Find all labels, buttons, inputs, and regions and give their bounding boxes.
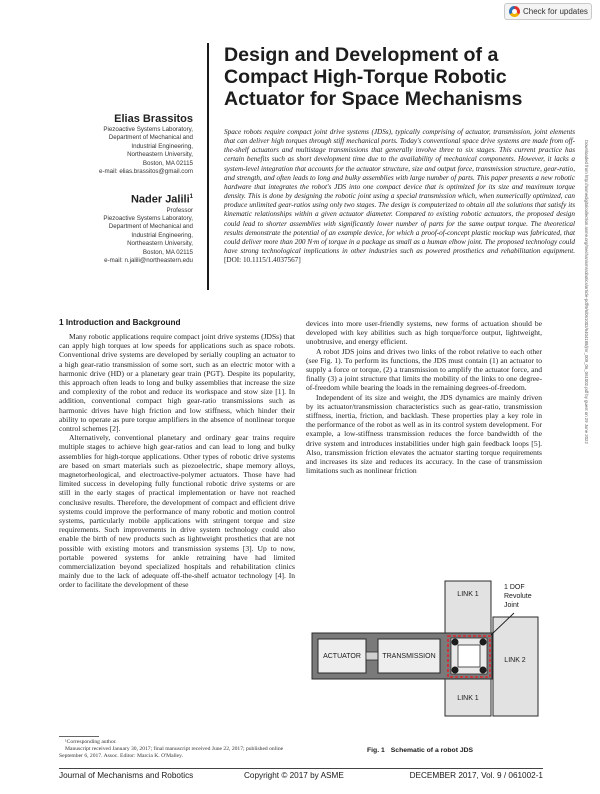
- affiliation-line: Northeastern University,: [127, 151, 193, 159]
- author-affiliation: [43, 126, 193, 176]
- shaft: [366, 652, 378, 660]
- section-heading: 1 Introduction and Background: [59, 318, 181, 327]
- abstract-text: Space robots require compact joint drive systems (JDSs), typically comprising of actuator, transmission, joint elements that can deliver high torques through stiff mechanical ports. Today's conventional space drive systems are made from off-the-shelf actuators and multistage transmissions that generally involve three to six stages. This current practice has certain benefits such as short development time due to the availability of mechanical components. However, it lacks a system-level integration that accounts for the actuator structure, size and output force, transmission structure, gear-ratio, and strength, and often leads to long and bulky assemblies with large number of parts. This paper presents a new robotic hardware that integrates the robot's JDS into one compact device that is optimized for its size and maximum torque density. This is done by designing the robotic joint using a special transmission which, when numerically optimized, can produce unlimited gear-ratios using only two stages. The design is computerized to obtain all the solutions that satisfy its kinematic relationships within a given actuator diameter. Compared to existing robotic actuators, the proposed design could lead to shorter assemblies with significantly lower number of parts for the same output torque. The theoretical results demonstrate the potential of an example device, for which a proof-of-concept plastic mockup was fabricated, that could deliver more than 200 N·m of torque in a package as small as a human elbow joint. The proposed technology could have strong technological implications in other industries such as powered prosthetics and rehabilitation equipment.: [224, 128, 575, 256]
- footnote: ¹Corresponding author.: [65, 739, 117, 745]
- figure-number: Fig. 1: [367, 747, 385, 754]
- paragraph: Independent of its size and weight, the JDS dynamics are mainly driven by its actuator/transmission characteristics such as gear-ratio, transmission stiffness, inertia, friction, and backlash. These properties play a key role in the performance of the robot as well as in its control system development. For example, a low-stiffness transmission reduces the force bandwidth of the drive system and introduces instabilities under high gain feedback loops [5]. Also, transmission friction elevates the actuator starting torque requirements and increases its size and reduces its accuracy. In the case of transmission limitations such as nonlinear friction: [306, 392, 542, 476]
- author-block-1: [43, 113, 193, 176]
- author-affiliation: [43, 207, 193, 266]
- label-annotation-line: 1 DOF: [504, 584, 525, 591]
- affiliation-line: Department of Mechanical and: [108, 223, 193, 231]
- bearing-ball: [452, 639, 459, 646]
- author-name: Elias Brassitos: [114, 113, 193, 125]
- label-actuator: ACTUATOR: [323, 653, 361, 660]
- paragraph: A robot JDS joins and drives two links of the robot relative to each other (see Fig. 1). To perform its functions, the JDS must contain (1) an actuator to supply a force or torque, (2) a transmission to amplify the actuator force, and finally (3) a joint structure that limits the mobility of the links to one degree-of-freedom while bearing the loads in the remaining degrees-of-freedom.: [306, 346, 542, 393]
- bearing-ball: [480, 667, 487, 674]
- affiliation-line: Piezoactive Systems Laboratory,: [103, 215, 193, 223]
- paragraph: devices into more user-friendly systems, new forms of actuation should be developed with key abilities such as high torque/force output, lightweight, unobtrusive, and energy efficient.: [306, 319, 542, 347]
- footnote: Manuscript received January 30, 2017; final manuscript received June 22, 2017; published online September 6, 2017. Assoc. Editor: Marcia K. O'Malley.: [59, 746, 284, 759]
- figure-caption: [367, 747, 473, 754]
- footer-journal: Journal of Mechanisms and Robotics: [59, 771, 194, 780]
- affiliation-line: Boston, MA 02115: [142, 248, 193, 256]
- joint-core: [458, 645, 480, 667]
- right-column: [306, 319, 542, 475]
- bearing-ball: [480, 639, 487, 646]
- left-column: [59, 332, 295, 590]
- affiliation-line: Industrial Engineering,: [131, 142, 193, 150]
- footnotes: [59, 736, 295, 760]
- affiliation-line: Department of Mechanical and: [108, 134, 193, 142]
- footer-rule: [59, 768, 543, 769]
- label-transmission: TRANSMISSION: [382, 653, 436, 660]
- footnote-rule: [59, 736, 99, 737]
- link1-block: [445, 581, 491, 633]
- figure-caption-text: Schematic of a robot JDS: [390, 747, 474, 754]
- figure-robot-jds: [308, 553, 578, 728]
- bearing-ball: [452, 667, 459, 674]
- label-annotation-line: Joint: [504, 602, 519, 609]
- label-link1-lower: LINK 1: [457, 695, 479, 702]
- author-name: [43, 191, 193, 207]
- affiliation-line: Industrial Engineering,: [131, 231, 193, 239]
- doi-link[interactable]: [DOI: 10.1115/1.4037567]: [224, 256, 301, 265]
- affiliation-line: Boston, MA 02115: [142, 159, 193, 167]
- paragraph: Many robotic applications require compact joint drive systems (JDSs) that can apply high torques at low speeds for applications such as space robots. Conventional drive systems are developed by serially coupling an actuator to a high gear-ratio transmission of some sort, such as an electric motor with a harmonic drive (HD) or a planetary gear train (PGT). Despite its popularity, this approach often leads to long and bulky assemblies that increase the size and complexity of the robot and reduce its workspace and stow size [1]. In addition, conventional compact high gear-ratio transmissions such as harmonic drives have high friction and low stiffness, which hinder their ability to operate as pure torque amplifiers in the absence of nonlinear torque control schemes [2].: [59, 332, 295, 434]
- link2-block: [493, 617, 538, 716]
- label-annotation-line: Revolute: [504, 593, 532, 600]
- abstract: [224, 128, 575, 265]
- author-email: e-mail: elias.brassitos@gmail.com: [99, 168, 193, 176]
- label-link1: LINK 1: [457, 591, 479, 598]
- corresponding-mark: 1: [189, 194, 193, 200]
- label-link2: LINK 2: [504, 657, 526, 664]
- affiliation-line: Northeastern University,: [127, 240, 193, 248]
- author-name-text: Nader Jalili: [130, 193, 190, 206]
- crossmark-icon: [509, 6, 520, 17]
- author-block-2: [43, 191, 193, 266]
- paragraph: Alternatively, conventional planetary and ordinary gear trains require multiple stages to achieve high gear-ratios and can lead to long and bulky assemblies for high-torque applications. Other types of robotic drive systems are based on smart materials such as piezoelectric, shape memory alloys, magnetorheological, and electroactive-polymer actuators. Those have had limited success in developing fully functional robotic drive systems or are still in the early stages of practical implementation or have not reached conclusive results. Therefore, the development of compact and efficient drive systems could improve the performance of many robotic and motion control systems, particularly mobile applications with stringent torque and size requirements. Such improvements in drive system technology could also enable the birth of new products such as lightweight prosthetics that are not possible with existing motors and transmission systems [3]. Up to now, portable powered systems for ankle retraining have had limited commercialization beyond specialized hospitals and rehabilitation clinics mainly due to the lack of adequate off-the-shelf actuator technology [4]. In order to facilitate the development of these: [59, 433, 295, 590]
- check-for-updates-label: Check for updates: [523, 7, 588, 16]
- author-email: e-mail: n.jalili@northeastern.edu: [104, 257, 193, 265]
- check-for-updates-button[interactable]: [504, 3, 592, 20]
- paper-title: Design and Development of a Compact High-Torque Robotic Actuator for Space Mechanisms: [224, 44, 523, 110]
- footer-issue: DECEMBER 2017, Vol. 9 / 061002-1: [409, 771, 543, 780]
- footer-copyright: Copyright © 2017 by ASME: [244, 771, 344, 780]
- affiliation-line: Piezoactive Systems Laboratory,: [103, 126, 193, 133]
- download-side-note: Downloaded from http://asmedigitalcollection.asme.org/mechanismsrobotics/article-pdf/9/6/061002/6404188/jmr_009_06_061002.pdf by guest on 29 June 2022: [584, 140, 589, 444]
- title-rule: [207, 43, 209, 290]
- affiliation-line: Professor: [166, 206, 193, 214]
